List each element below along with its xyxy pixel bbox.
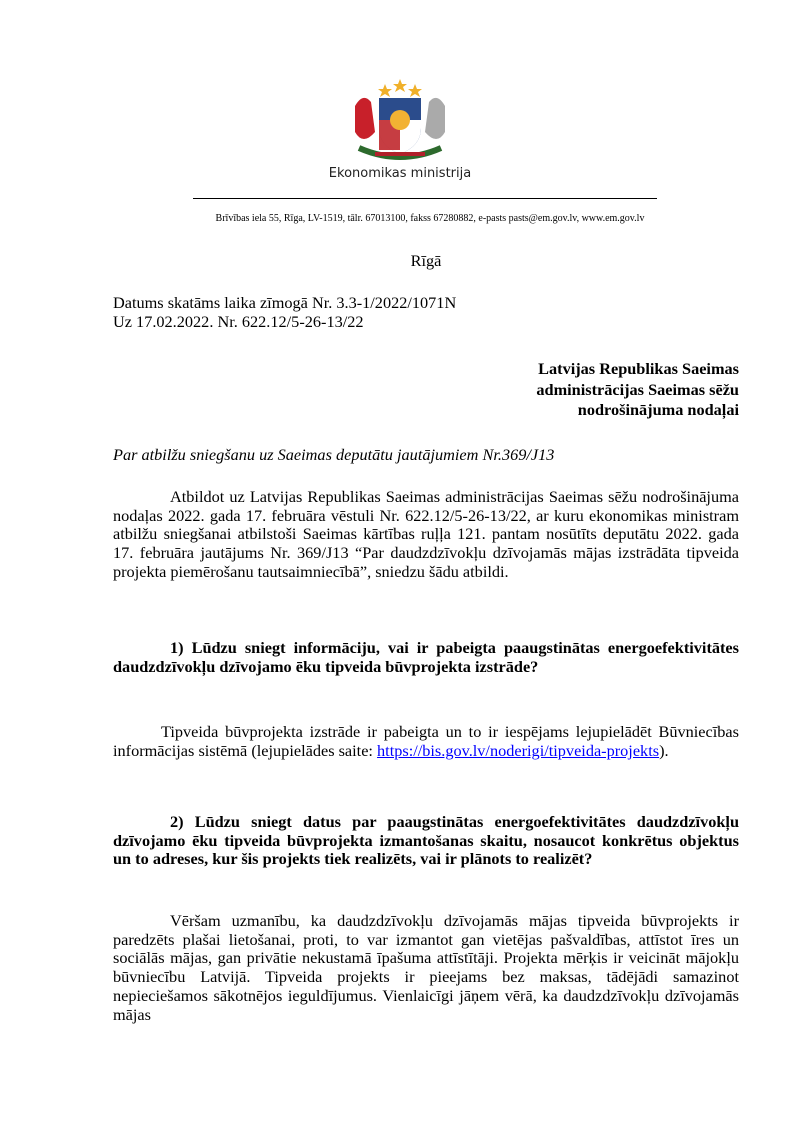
answer-1-end: ).: [659, 740, 669, 760]
ministry-name: Ekonomikas ministrija: [328, 166, 472, 181]
doc-number: Datums skatāms laika zīmogā Nr. 3.3-1/2022/1071N: [113, 293, 457, 312]
bis-download-link[interactable]: https://bis.gov.lv/noderigi/tipveida-projekts: [377, 740, 660, 760]
intro-paragraph: Atbildot uz Latvijas Republikas Saeimas administrācijas Saeimas sēžu nodrošinājuma nodaļas 2022. gada 17. februāra vēstuli Nr. 622.12/5-26-13/22, ar kuru ekonomikas ministram atbilžu sniegšanai atbilstoši Saeimas kārtības ruļļa 121. pantam nosūtīts deputātu 2022. gada 17. februāra jautājums Nr. 369/J13 “Par daudzdzīvokļu dzīvojamās mājas izstrādāta tipveida projekta piemērošanu tautsaimniecībā”, sniedzu šādu atbildi.: [113, 487, 739, 581]
contact-address: Brīvības iela 55, Rīga, LV-1519, tālr. 67013100, fakss 67280882, e-pasts pasts@em.gov.lv, www.em.gov.lv: [215, 213, 645, 224]
answer-1: [113, 723, 739, 760]
recipient-block: [113, 359, 739, 421]
recipient-line: nodrošinājuma nodaļai: [577, 400, 739, 419]
reply-to-number: Uz 17.02.2022. Nr. 622.12/5-26-13/22: [113, 311, 364, 331]
question-1: 1) Lūdzu sniegt informāciju, vai ir pabeigta paaugstinātas energoefektivitātes daudzdzīvokļu dzīvojamo ēku tipveida būvprojekta izstrāde?: [113, 638, 739, 676]
answer-1-text: Tipveida būvprojekta izstrāde ir pabeigta un to ir iespējams lejupielādēt Būvniecības informācijas sistēmā (lejupielādes saite:: [113, 722, 739, 760]
place: Rīgā: [410, 251, 442, 270]
question-2: 2) Lūdzu sniegt datus par paaugstinātas energoefektivitātes daudzdzīvokļu dzīvojamo ēku tipveida būvprojekta izmantošanas skaitu, nosaucot konkrētus objektus un to adreses, kur šis projekts tiek realizēts, vai ir plānots to realizēt?: [113, 812, 739, 869]
recipient-line: Latvijas Republikas Saeimas: [538, 359, 739, 378]
coat-of-arms-logo: [345, 76, 455, 166]
recipient-line: administrācijas Saeimas sēžu: [536, 379, 739, 399]
stars-icon: [378, 79, 422, 97]
subject: Par atbilžu sniegšanu uz Saeimas deputātu jautājumiem Nr.369/J13: [113, 445, 555, 464]
answer-2: Vēršam uzmanību, ka daudzdzīvokļu dzīvojamās mājas tipveida būvprojekts ir paredzēts plašai lietošanai, proti, to var izmantot gan vietējas pašvaldības, attīstot īres un sociālās mājas, gan privātie nekustamā īpašuma attīstītāji. Projekta mērķis ir veicināt mājokļu būvniecību Latvijā. Tipveida projekts ir pieejams bez maksas, tādējādi samazinot nepieciešamos sākotnējos ieguldījumus. Vienlaicīgi jāņem vērā, ka daudzdzīvokļu dzīvojamās mājas: [113, 911, 739, 1024]
reference-block: [113, 294, 739, 331]
header-divider: [193, 198, 657, 199]
